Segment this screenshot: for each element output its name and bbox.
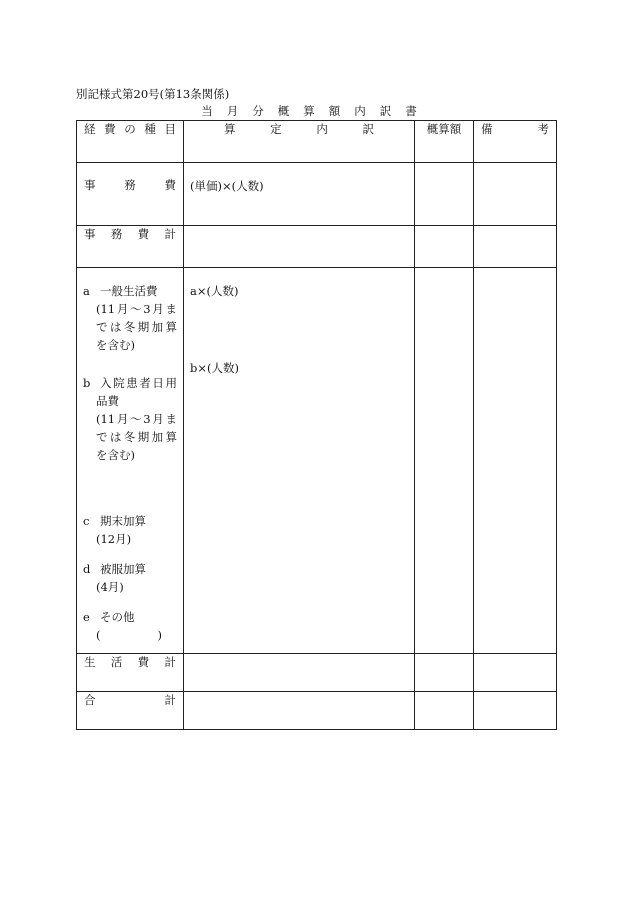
living-expense-remarks [474, 268, 557, 654]
item-a-note-line: を含む) [96, 338, 135, 352]
label-char: 費 [164, 178, 176, 192]
grand-total-remarks [474, 692, 557, 730]
living-total-label [77, 654, 184, 692]
header-category-char: 種 [144, 122, 156, 136]
office-total-label [77, 226, 184, 268]
item-c-note: (12月) [96, 532, 132, 546]
living-expense-formulas [184, 268, 415, 654]
header-calculation-char: 定 [270, 122, 282, 136]
item-b-note-line: では冬期加算 [96, 430, 177, 444]
item-e-paren-close: ) [157, 628, 162, 642]
office-total-calculation [184, 226, 415, 268]
office-expense-estimate [415, 163, 474, 226]
item-c-name: 期末加算 [100, 514, 146, 528]
item-d-note: (4月) [96, 580, 124, 594]
item-c [83, 512, 177, 548]
label-char: 務 [124, 178, 136, 192]
item-d [83, 560, 177, 596]
header-calculation [184, 121, 415, 163]
label-char: 計 [164, 655, 176, 669]
item-e-mark: e [83, 610, 90, 624]
office-expense-remarks [474, 163, 557, 226]
item-a-note-line: では冬期加算 [96, 320, 177, 334]
office-expense-formula-cell [184, 163, 415, 226]
label-char: 生 [84, 655, 96, 669]
header-category-char: 費 [104, 122, 116, 136]
header-category-char: 目 [164, 122, 176, 136]
breakdown-table [76, 120, 557, 730]
item-b-name-line: 入院患者日用 [100, 376, 177, 390]
label-char: 務 [110, 227, 123, 241]
label-char: 計 [164, 693, 176, 707]
item-a-formula: a×(人数) [190, 284, 239, 298]
label-char: 費 [137, 655, 150, 669]
item-d-mark: d [83, 562, 91, 576]
header-category [77, 121, 184, 163]
living-total-estimate [415, 654, 474, 692]
living-total-remarks [474, 654, 557, 692]
item-a-note-line: (11月～3月ま [96, 302, 177, 316]
item-d-name: 被服加算 [100, 562, 146, 576]
living-total-row [77, 654, 557, 692]
label-char: 事 [84, 227, 96, 241]
item-b-note-line: を含む) [96, 448, 135, 462]
grand-total-row [77, 692, 557, 730]
item-e-blank [96, 626, 162, 644]
grand-total-estimate [415, 692, 474, 730]
office-expense-formula: (単価)×(人数) [190, 179, 264, 193]
table-header-row [77, 121, 557, 163]
item-e-paren-open: ( [96, 628, 101, 642]
office-total-remarks [474, 226, 557, 268]
header-calculation-char: 訳 [362, 122, 374, 136]
label-char: 事 [84, 178, 96, 192]
header-estimate [415, 121, 474, 163]
header-remarks-char: 備 [481, 122, 493, 136]
item-a-name: 一般生活費 [100, 284, 158, 298]
header-remarks [474, 121, 557, 163]
grand-total-calculation [184, 692, 415, 730]
label-char: 計 [164, 227, 176, 241]
living-expense-row [77, 268, 557, 654]
item-e [83, 608, 177, 644]
item-b [83, 374, 177, 464]
label-char: 合 [84, 693, 96, 707]
item-b-formula: b×(人数) [190, 361, 239, 375]
header-remarks-char: 考 [537, 122, 549, 136]
item-b-mark: b [83, 376, 91, 390]
item-c-mark: c [83, 514, 90, 528]
item-a [83, 282, 177, 354]
item-b-note-line: (11月～3月ま [96, 412, 177, 426]
header-calculation-char: 算 [224, 122, 236, 136]
label-char: 費 [137, 227, 150, 241]
form-reference: 別記様式第20号(第13条関係) [76, 87, 230, 101]
item-b-name-line: 品費 [96, 394, 119, 408]
item-a-mark: a [83, 284, 90, 298]
office-expense-row [77, 163, 557, 226]
office-expense-label [77, 163, 184, 226]
living-expense-estimate [415, 268, 474, 654]
office-total-estimate [415, 226, 474, 268]
label-char: 活 [110, 655, 123, 669]
header-calculation-char: 内 [316, 122, 328, 136]
living-expense-items [77, 268, 184, 654]
item-e-name: その他 [100, 610, 135, 624]
grand-total-label [77, 692, 184, 730]
header-category-char: 経 [84, 122, 96, 136]
document-title: 当月分概算額内訳書 [201, 104, 431, 118]
living-total-calculation [184, 654, 415, 692]
office-total-row [77, 226, 557, 268]
header-estimate-label: 概算額 [426, 122, 462, 136]
header-category-char: の [124, 122, 136, 136]
